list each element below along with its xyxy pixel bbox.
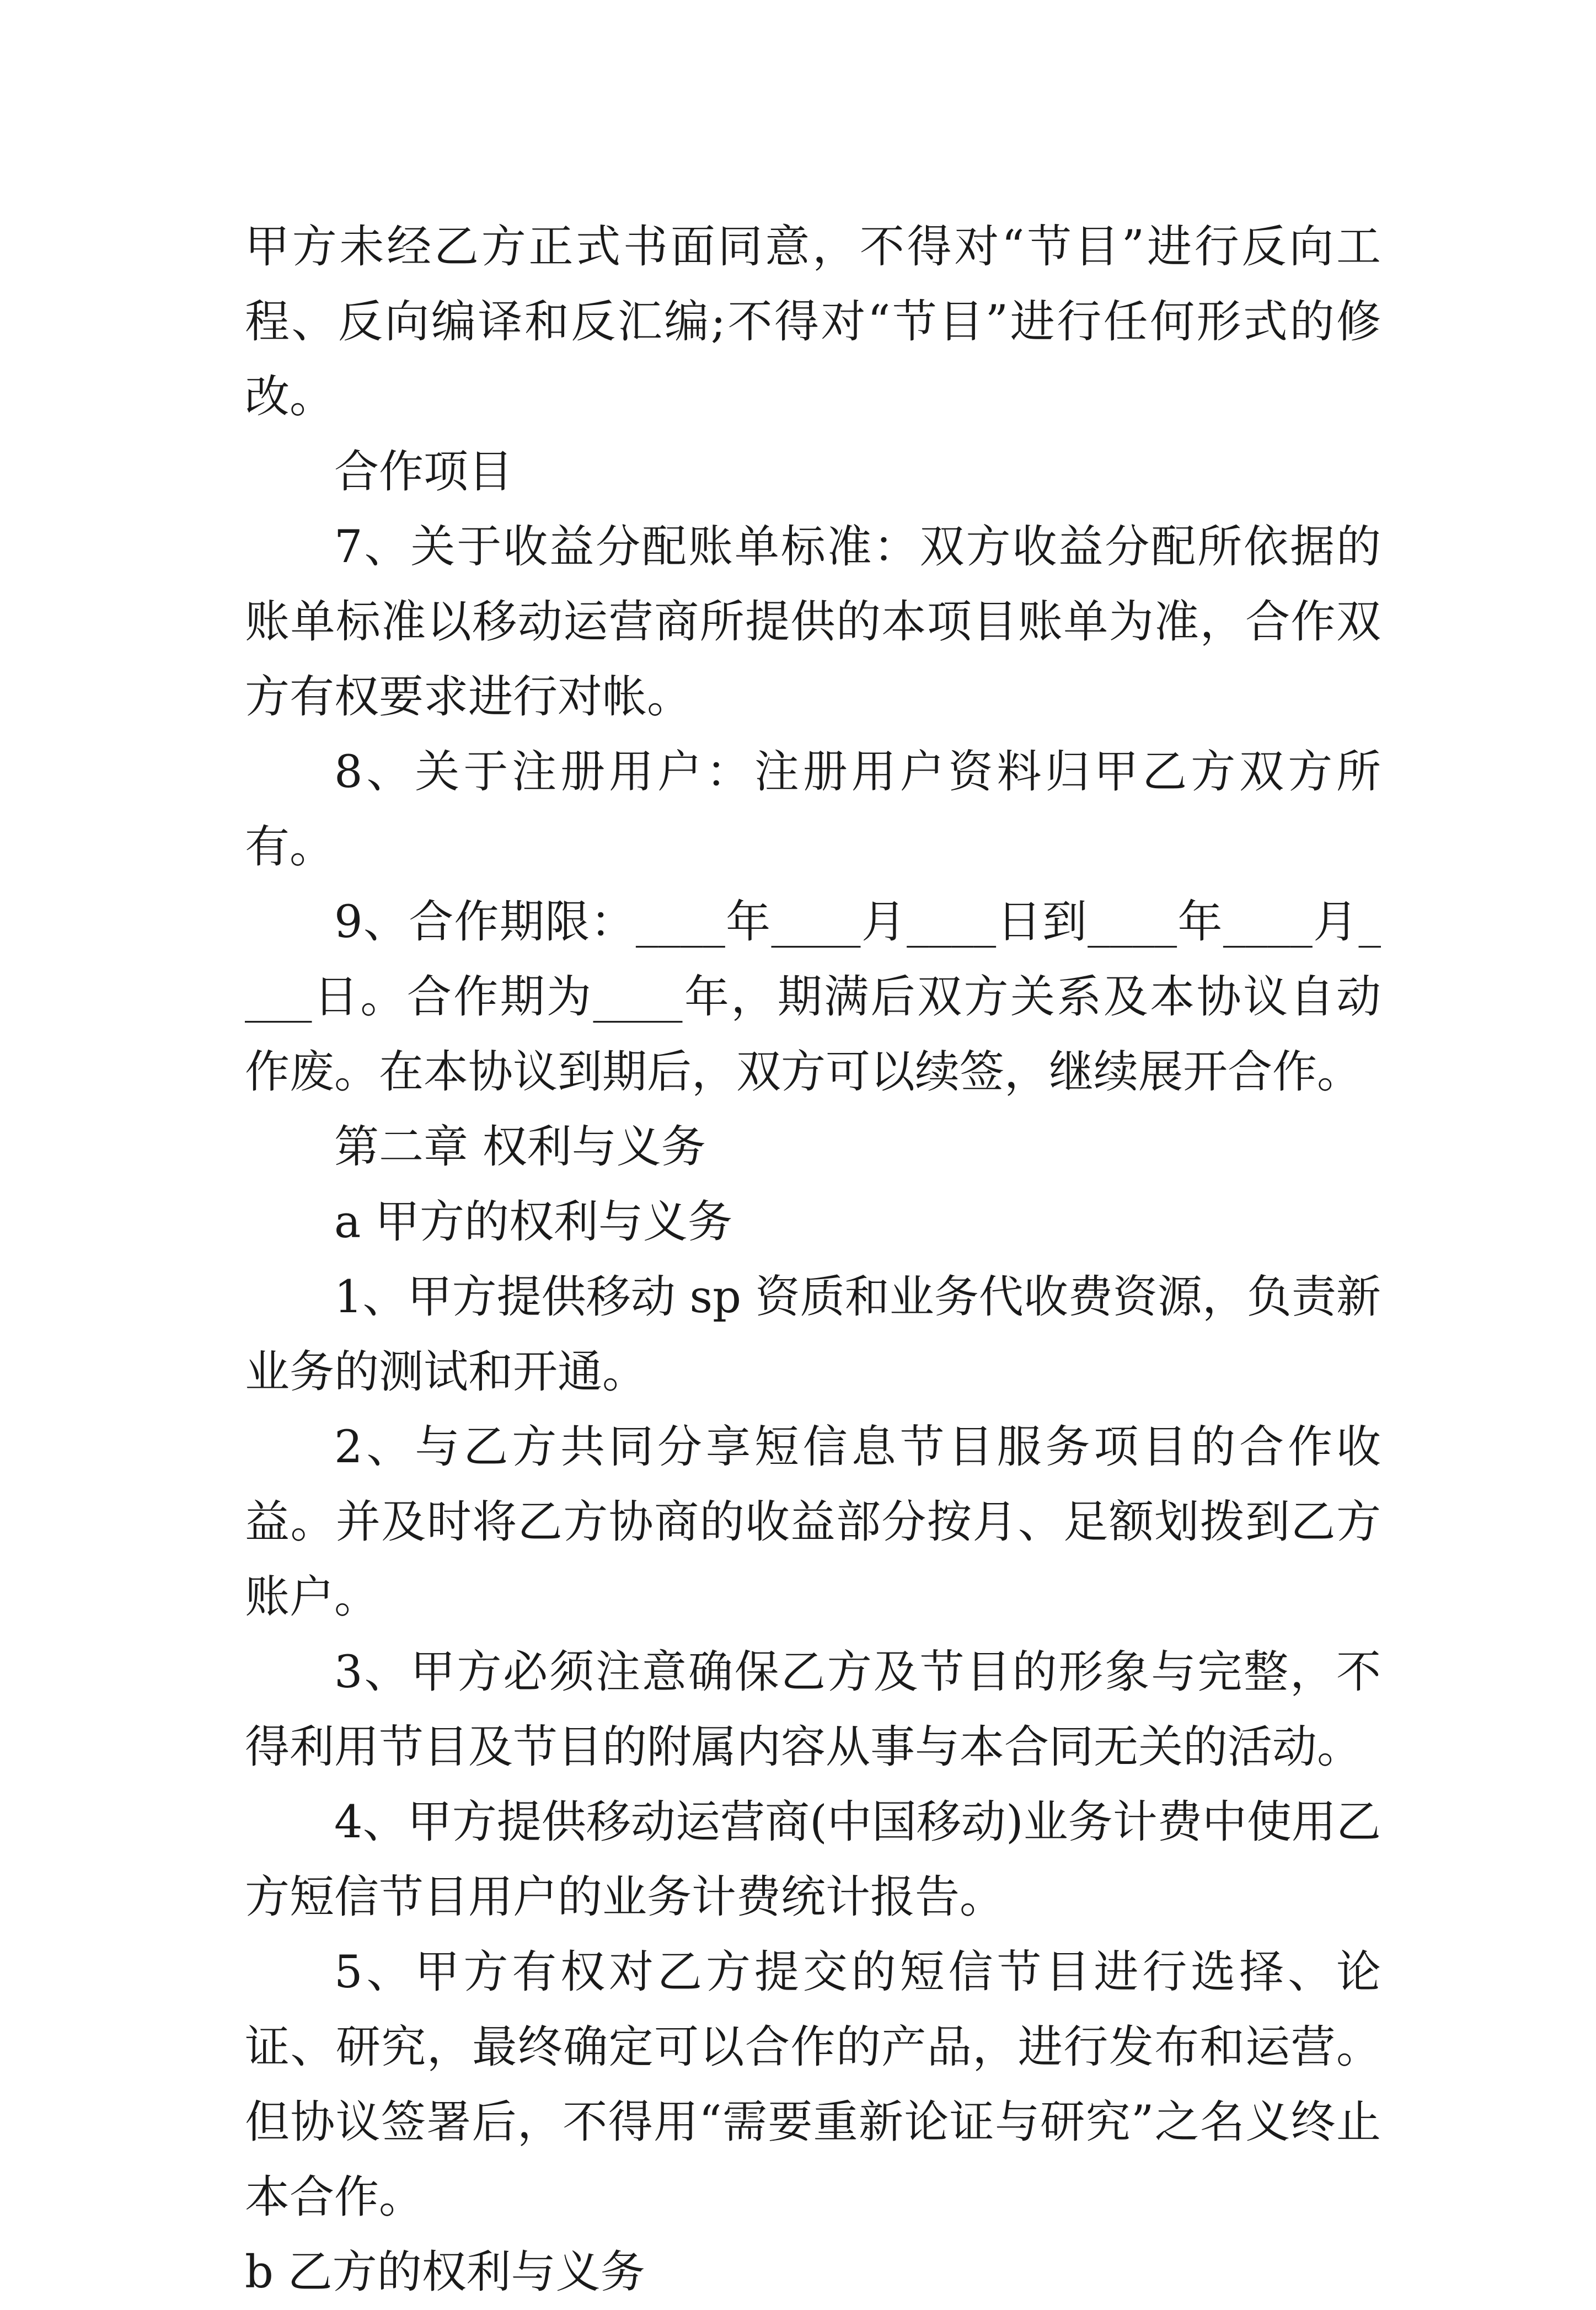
party-a-item-1: 1、甲方提供移动 sp 资质和业务代收费资源，负责新业务的测试和开通。	[245, 1271, 1381, 1398]
party-a-item-3: 3、甲方必须注意确保乙方及节目的形象与完整，不得利用节目及节目的附属内容从事与本合同无关的活动。	[245, 1646, 1381, 1773]
heading-cooperation-project: 合作项目	[334, 446, 513, 498]
clause-8-registered-users: 8、关于注册用户：注册用户资料归甲乙方双方所有。	[245, 746, 1381, 873]
paragraph-reverse-engineering: 甲方未经乙方正式书面同意，不得对“节目”进行反向工程、反向编译和反汇编;不得对“节目”进行任何形式的修改。	[245, 221, 1381, 423]
section-a-heading: a 甲方的权利与义务	[334, 1196, 733, 1248]
party-a-item-4: 4、甲方提供移动运营商(中国移动)业务计费中使用乙方短信节目用户的业务计费统计报告。	[245, 1796, 1381, 1923]
clause-9-term: 9、合作期限：____年____月____日到____年____月____日。合作期为____年，期满后双方关系及本协议自动作废。在本协议到期后，双方可以续签，继续展开合作。	[245, 896, 1381, 1098]
chapter-2-heading: 第二章 权利与义务	[334, 1121, 706, 1173]
party-a-item-5: 5、甲方有权对乙方提交的短信节目进行选择、论证、研究，最终确定可以合作的产品，进行发布和运营。但协议签署后，不得用“需要重新论证与研究”之名义终止本合作。	[245, 1947, 1381, 2223]
party-a-item-2: 2、与乙方共同分享短信息节目服务项目的合作收益。并及时将乙方协商的收益部分按月、足额划拨到乙方账户。	[245, 1421, 1381, 1623]
section-b-heading: b 乙方的权利与义务	[245, 2247, 645, 2298]
clause-7-billing-standard: 7、关于收益分配账单标准：双方收益分配所依据的账单标准以移动运营商所提供的本项目账单为准，合作双方有权要求进行对帐。	[245, 521, 1381, 723]
document-page	[245, 210, 1381, 2310]
